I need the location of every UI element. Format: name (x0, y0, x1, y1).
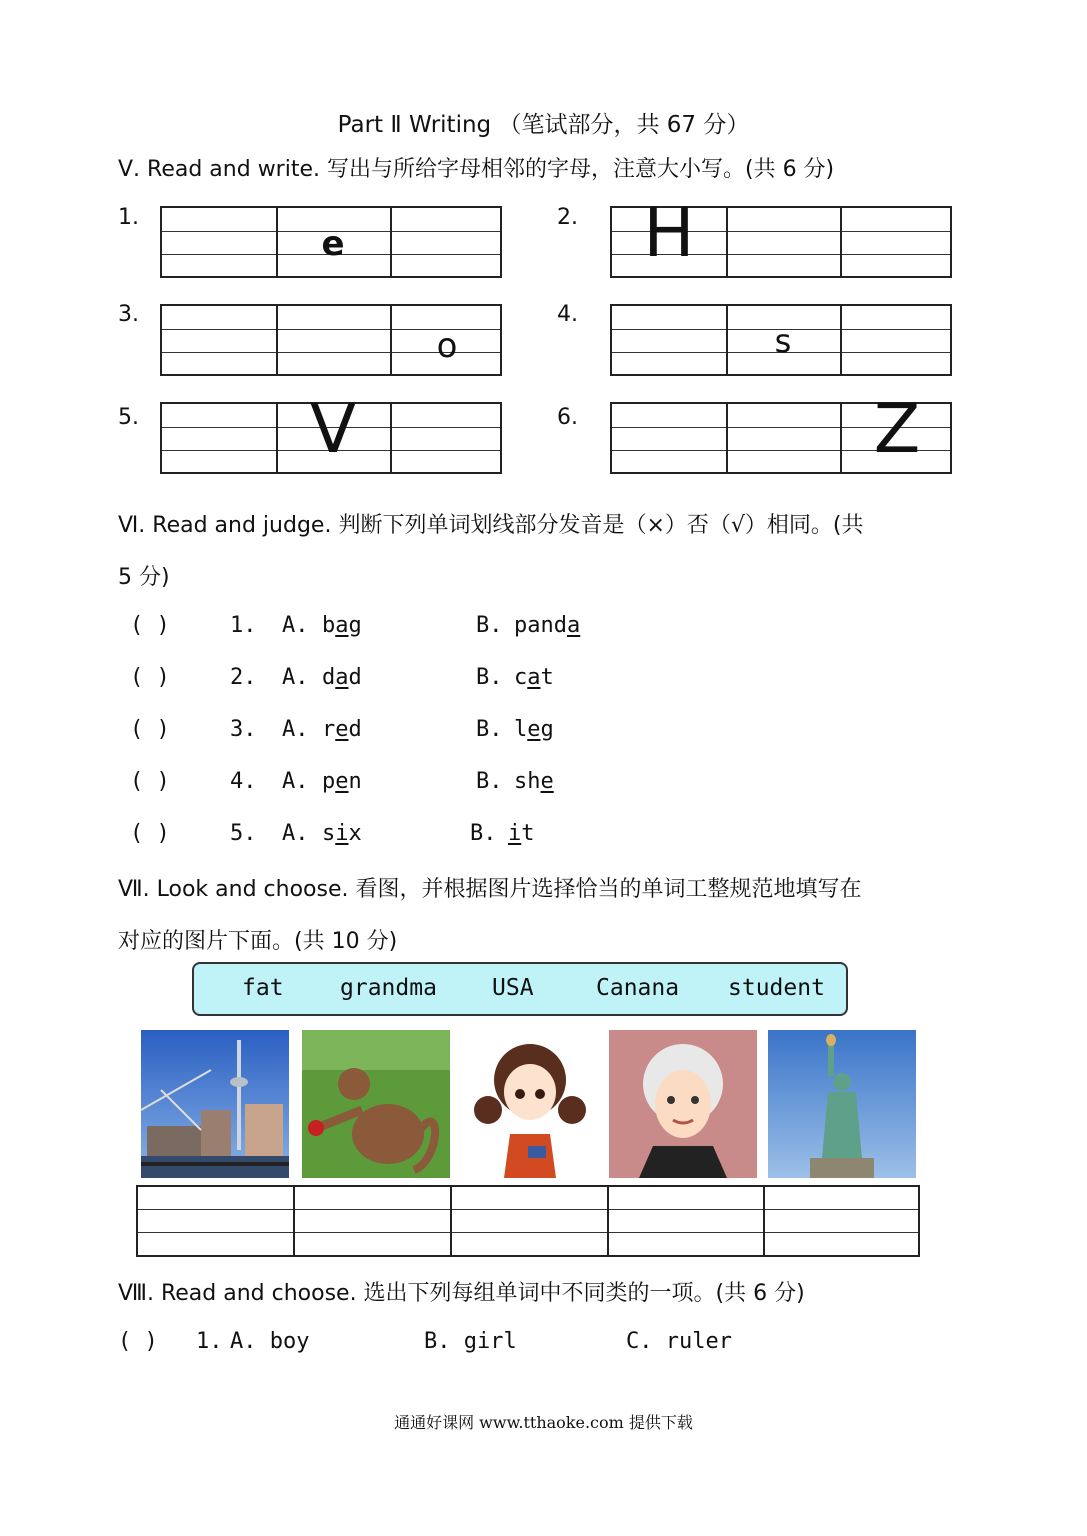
option-c: C. ruler (626, 1329, 732, 1354)
grid-number: 4. (557, 302, 578, 327)
section8-title: Ⅷ. Read and choose. 选出下列每组单词中不同类的一项。(共 6 分) (118, 1281, 805, 1306)
word-bank-item: Canana (596, 975, 680, 1001)
option-label: A. (282, 613, 309, 638)
given-letter: e (321, 224, 345, 264)
section5-title: Ⅴ. Read and write. 写出与所给字母相邻的字母，注意大小写。(共 6 分) (118, 157, 835, 182)
word-b: panda (514, 613, 581, 638)
answer-blank[interactable]: ( ) (118, 1329, 158, 1354)
given-letter: o (436, 326, 458, 366)
item-number: 3. (230, 717, 257, 742)
option-b: B. girl (424, 1329, 517, 1354)
given-letter: Z (873, 390, 921, 469)
answer-blank[interactable]: ( ) (130, 613, 170, 638)
grid-number: 3. (118, 302, 139, 327)
given-letter: H (643, 194, 695, 273)
section7-title-cont: 对应的图片下面。(共 10 分) (118, 929, 398, 954)
option-label: B. (476, 769, 503, 794)
word-b: cat (514, 665, 554, 690)
grid-number: 1. (118, 205, 139, 230)
option-label: B. (476, 613, 503, 638)
word-a: six (322, 821, 362, 846)
toronto-skyline-image (141, 1030, 289, 1178)
monkey-cartoon-image (302, 1030, 450, 1178)
answer-grid[interactable] (136, 1185, 920, 1257)
part-title: Part Ⅱ Writing （笔试部分，共 67 分） (337, 112, 750, 138)
letter-grid-5 (160, 390, 502, 474)
word-bank-item: USA (492, 975, 534, 1001)
answer-blank[interactable]: ( ) (130, 717, 170, 742)
option-label: A. (282, 769, 309, 794)
letter-grid-3 (160, 304, 502, 376)
word-b: leg (514, 717, 554, 742)
answer-blank[interactable]: ( ) (130, 769, 170, 794)
grid-number: 2. (557, 205, 578, 230)
option-label: A. (282, 717, 309, 742)
word-b: she (514, 769, 554, 794)
item-number: 2. (230, 665, 257, 690)
letter-grid-6 (610, 390, 952, 474)
answer-blank[interactable]: ( ) (130, 665, 170, 690)
option-label: A. (282, 821, 309, 846)
section6-title: Ⅵ. Read and judge. 判断下列单词划线部分发音是（×）否（√）相同。(共 (118, 513, 864, 538)
word-a: pen (322, 769, 362, 794)
letter-grid-4 (610, 304, 952, 376)
grandma-cartoon-image (609, 1030, 757, 1178)
item-number: 4. (230, 769, 257, 794)
given-letter: V (309, 390, 357, 469)
option-label: B. (476, 717, 503, 742)
answer-blank[interactable]: ( ) (130, 821, 170, 846)
grid-number: 6. (557, 405, 578, 430)
item-number: 1. (230, 613, 257, 638)
option-a: A. boy (230, 1329, 310, 1354)
section7-title: Ⅶ. Look and choose. 看图，并根据图片选择恰当的单词工整规范地填写在 (118, 877, 862, 902)
word-bank (192, 962, 848, 1016)
letter-grid-2 (610, 194, 952, 278)
grid-number: 5. (118, 405, 139, 430)
word-a: bag (322, 613, 362, 638)
letter-grid-1 (160, 206, 502, 278)
word-bank-item: grandma (340, 975, 437, 1001)
word-a: red (322, 717, 362, 742)
given-letter: s (774, 322, 792, 360)
option-label: A. (282, 665, 309, 690)
option-label: B. (470, 821, 497, 846)
statue-of-liberty-image (768, 1030, 916, 1178)
section6-title-cont: 5 分) (118, 565, 170, 590)
word-bank-item: fat (242, 975, 284, 1001)
option-label: B. (476, 665, 503, 690)
footer-credit: 通通好课网 www.tthaoke.com 提供下载 (394, 1413, 693, 1432)
word-a: dad (322, 665, 362, 690)
word-bank-item: student (728, 975, 825, 1001)
item-number: 5. (230, 821, 257, 846)
item-number: 1. (196, 1329, 223, 1354)
student-girl-image (456, 1030, 604, 1178)
word-b: it (508, 821, 535, 846)
